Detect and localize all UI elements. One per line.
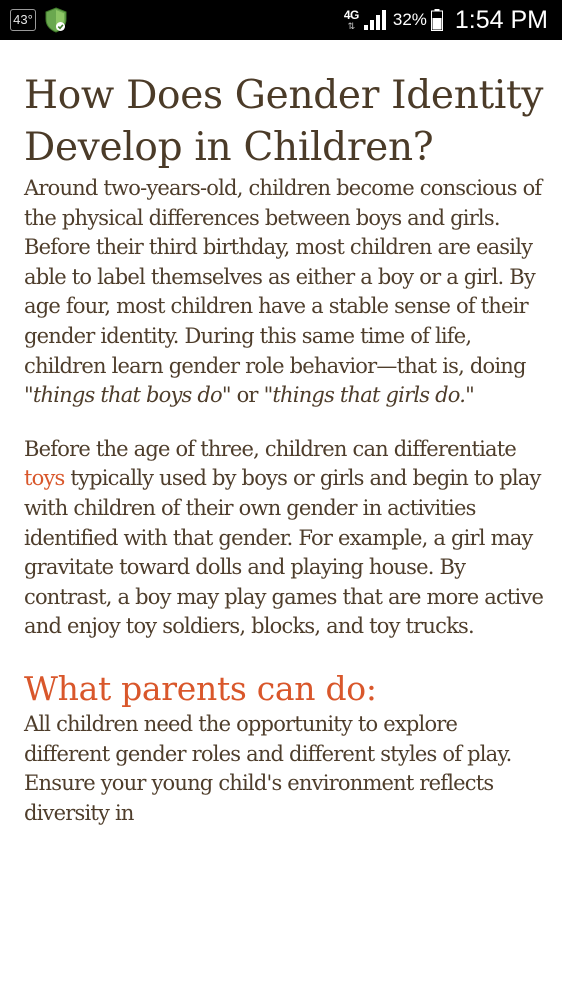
- paragraph-gender-identity: [24, 174, 544, 411]
- network-indicator: [344, 9, 359, 31]
- paragraph-text-after-link: typically used by boys or girls and begin to play with children of their own gender in activities identified with that gender. For example, a girl may gravitate toward dolls and playing house. By contrast, a boy may play games that are more active and enjoy toy soldiers, blocks, and toy trucks.: [24, 466, 544, 639]
- status-bar: [0, 0, 562, 40]
- status-bar-left: [10, 8, 68, 32]
- article-title: How Does Gender Identity Develop in Children?: [24, 73, 544, 170]
- weather-temperature-badge: 43°: [10, 9, 36, 31]
- network-type: 4G: [343, 8, 359, 22]
- paragraph-parents: All children need the opportunity to explore different gender roles and different styles of play. Ensure your young child's environment reflects diversity in: [24, 711, 512, 825]
- paragraph-text-before-link: Before the age of three, children can differentiate: [24, 436, 517, 461]
- article-content: [24, 70, 544, 828]
- shield-check-icon: [44, 7, 68, 33]
- status-clock: 1:54 PM: [454, 5, 548, 34]
- quote-girls: "things that girls do.": [263, 383, 474, 408]
- section-title-what-parents-can-do: What parents can do:: [24, 668, 377, 708]
- battery-percent: 32%: [392, 10, 427, 29]
- quote-boys: "things that boys do": [24, 383, 231, 408]
- battery-icon: [431, 9, 443, 31]
- data-activity-icon: ⇅: [347, 21, 356, 31]
- paragraph-toys: [24, 435, 544, 642]
- paragraph-text: Around two-years-old, children become conscious of the physical differences between boys and girls. Before their third birthday, most children are easily able to label themselves as either a boy or a girl. By age four, most children have a stable sense of their gender identity. During this same time of life, children learn gender role behavior—that is, doing: [24, 176, 542, 378]
- signal-strength-icon: [363, 9, 387, 31]
- toys-link[interactable]: toys: [24, 466, 65, 491]
- status-bar-right: [344, 0, 548, 40]
- quote-separator: or: [230, 383, 264, 408]
